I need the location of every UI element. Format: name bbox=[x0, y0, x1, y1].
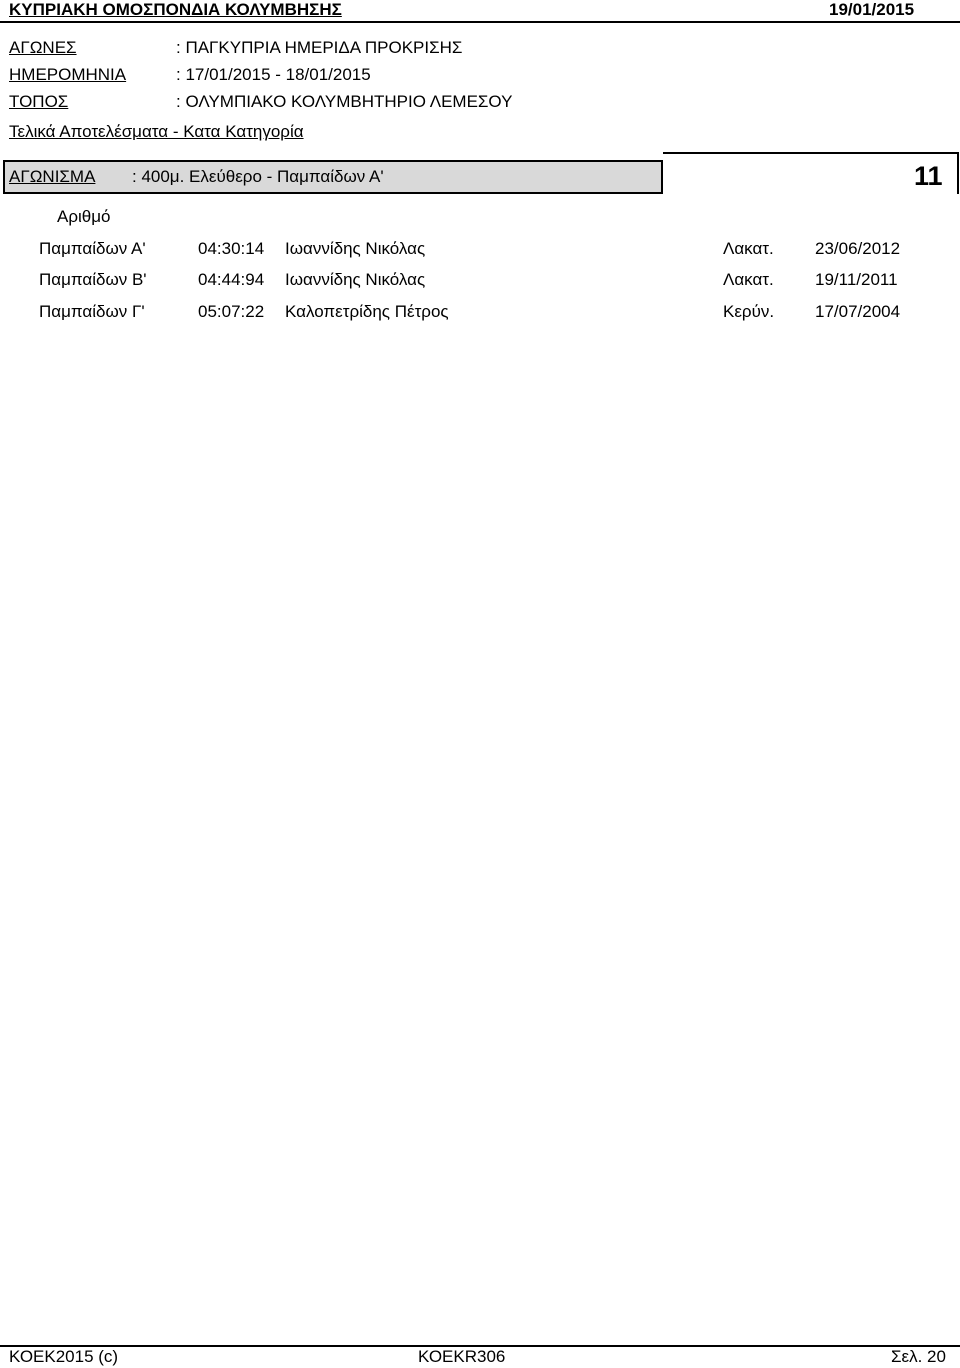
event-frame-top bbox=[663, 152, 957, 154]
footer-copyright: ΚΟΕΚ2015 (c) bbox=[9, 1347, 119, 1366]
federation-title: ΚΥΠΡΙΑΚΗ ΟΜΟΣΠΟΝΔΙΑ ΚΟΛΥΜΒΗΣΗΣ bbox=[9, 0, 342, 19]
date-label: ΗΜΕΡΟΜΗΝΙΑ bbox=[9, 65, 127, 84]
record-swimmer: Ιωαννίδης Νικόλας bbox=[285, 239, 426, 258]
event-number: 11 bbox=[914, 161, 943, 191]
record-date: 19/11/2011 bbox=[815, 270, 898, 289]
record-time: 04:44:94 bbox=[198, 270, 265, 289]
record-club: Λακατ. bbox=[723, 239, 774, 258]
header-rule bbox=[0, 21, 960, 23]
record-date: 17/07/2004 bbox=[815, 302, 901, 321]
footer-report-code: ΚΟΕΚR306 bbox=[418, 1347, 506, 1366]
section-title: Τελικά Αποτελέσματα - Κατα Κατηγορία bbox=[9, 122, 304, 141]
date-value: : 17/01/2015 - 18/01/2015 bbox=[176, 65, 371, 84]
record-time: 05:07:22 bbox=[198, 302, 265, 321]
place-value: : ΟΛΥΜΠΙΑΚΟ ΚΟΛΥΜΒΗΤΗΡΙΟ ΛΕΜΕΣΟΥ bbox=[176, 92, 513, 111]
record-club: Κερύν. bbox=[723, 302, 775, 321]
record-swimmer: Καλοπετρίδης Πέτρος bbox=[285, 302, 449, 321]
footer-page-number: Σελ. 20 bbox=[891, 1347, 946, 1366]
event-label: ΑΓΩΝΙΣΜΑ bbox=[9, 167, 96, 186]
record-club: Λακατ. bbox=[723, 270, 774, 289]
column-header-number: Αριθμό bbox=[57, 207, 111, 226]
record-swimmer: Ιωαννίδης Νικόλας bbox=[285, 270, 426, 289]
record-category: Παμπαίδων Β' bbox=[39, 270, 147, 289]
place-label: ΤΟΠΟΣ bbox=[9, 92, 69, 111]
record-category: Παμπαίδων Γ' bbox=[39, 302, 145, 321]
event-value: : 400μ. Ελεύθερο - Παμπαίδων Α' bbox=[132, 167, 384, 186]
print-date: 19/01/2015 bbox=[829, 0, 915, 19]
record-time: 04:30:14 bbox=[198, 239, 265, 258]
event-frame-right bbox=[957, 152, 959, 194]
games-value: : ΠΑΓΚΥΠΡΙΑ ΗΜΕΡΙΔΑ ΠΡΟΚΡΙΣΗΣ bbox=[176, 38, 463, 57]
record-category: Παμπαίδων Α' bbox=[39, 239, 146, 258]
games-label: ΑΓΩΝΕΣ bbox=[9, 38, 77, 57]
record-date: 23/06/2012 bbox=[815, 239, 901, 258]
